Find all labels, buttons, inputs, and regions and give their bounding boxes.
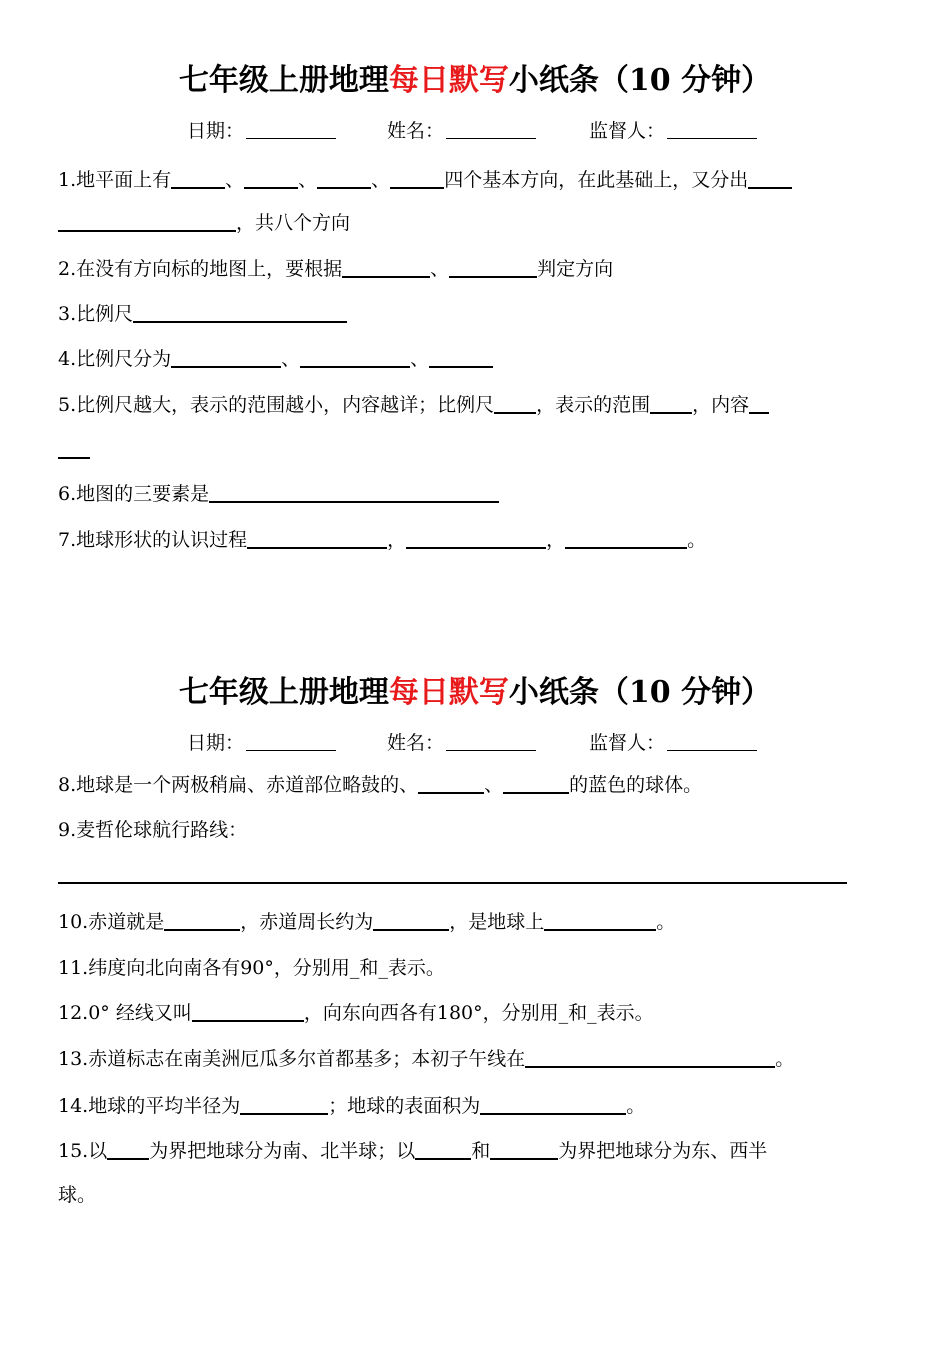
name-blank[interactable]	[446, 118, 536, 139]
supervisor-blank[interactable]	[667, 118, 757, 139]
answer-blank[interactable]	[415, 1138, 471, 1160]
title-highlight: 每日默写	[388, 675, 509, 710]
supervisor-field: 监督人：	[589, 726, 757, 760]
name-field: 姓名：	[387, 726, 536, 760]
question-8: 8.地球是一个两极稍扁、赤道部位略鼓的、 、 的蓝色的球体。	[58, 774, 703, 796]
answer-blank[interactable]	[406, 527, 546, 549]
worksheet-title: 七年级上册地理每日默写小纸条（10 分钟）	[178, 675, 772, 710]
answer-blank[interactable]	[503, 772, 569, 794]
answer-blank[interactable]	[107, 1138, 149, 1160]
question-13: 13.赤道标志在南美洲厄瓜多尔首都基多；本初子午线在 。	[58, 1048, 795, 1070]
answer-blank[interactable]	[171, 167, 225, 189]
question-4: 4.比例尺分为 、 、	[58, 345, 493, 373]
answer-line[interactable]	[58, 882, 847, 884]
question-3: 3.比例尺	[58, 300, 347, 328]
answer-blank[interactable]	[240, 1093, 328, 1115]
question-5-cont	[58, 436, 90, 464]
answer-blank[interactable]	[390, 167, 444, 189]
answer-blank[interactable]	[565, 527, 687, 549]
worksheet-title: 七年级上册地理每日默写小纸条（10 分钟）	[178, 63, 772, 98]
answer-blank[interactable]	[525, 1046, 775, 1068]
question-15: 15.以 为界把地球分为南、北半球；以 和 为界把地球分为东、西半	[58, 1140, 768, 1162]
answer-blank[interactable]	[429, 346, 493, 368]
worksheet-1	[0, 58, 950, 148]
answer-blank[interactable]	[247, 527, 387, 549]
answer-blank[interactable]	[544, 909, 656, 931]
question-9: 9.麦哲伦球航行路线：	[58, 819, 248, 841]
question-5: 5.比例尺越大，表示的范围越小，内容越详；比例尺 ，表示的范围 ，内容	[58, 391, 769, 419]
question-10: 10.赤道就是 ，赤道周长约为 ，是地球上 。	[58, 911, 676, 933]
answer-blank[interactable]	[133, 301, 347, 323]
answer-blank[interactable]	[373, 909, 449, 931]
answer-blank[interactable]	[58, 210, 236, 232]
answer-blank[interactable]	[342, 256, 430, 278]
answer-blank[interactable]	[209, 481, 499, 503]
question-11: 11.纬度向北向南各有90°，分别用_和_表示。	[58, 957, 445, 979]
question-2: 2.在没有方向标的地图上，要根据 、 判定方向	[58, 258, 614, 280]
date-field: 日期：	[187, 114, 336, 148]
answer-blank[interactable]	[650, 392, 692, 414]
answer-blank[interactable]	[418, 772, 484, 794]
question-12: 12.0° 经线又叫 ，向东向西各有180°，分别用_和_表示。	[58, 1002, 654, 1024]
question-1-cont: ，共八个方向	[58, 209, 350, 237]
date-blank[interactable]	[246, 118, 336, 139]
answer-blank[interactable]	[317, 167, 371, 189]
supervisor-field: 监督人：	[589, 114, 757, 148]
answer-blank[interactable]	[192, 1000, 304, 1022]
answer-blank[interactable]	[300, 346, 410, 368]
question-7: 7.地球形状的认识过程 ， ， 。	[58, 529, 707, 551]
question-15-cont: 球。	[58, 1184, 97, 1206]
name-blank[interactable]	[446, 730, 536, 751]
answer-blank[interactable]	[749, 392, 769, 414]
answer-blank[interactable]	[164, 909, 240, 931]
supervisor-blank[interactable]	[667, 730, 757, 751]
title-highlight: 每日默写	[388, 63, 509, 98]
answer-blank[interactable]	[171, 346, 281, 368]
header-fields	[0, 114, 950, 148]
answer-blank[interactable]	[58, 437, 90, 459]
name-field: 姓名：	[387, 114, 536, 148]
answer-blank[interactable]	[449, 256, 537, 278]
answer-blank[interactable]	[494, 392, 536, 414]
question-14: 14.地球的平均半径为 ；地球的表面积为 。	[58, 1095, 646, 1117]
header-fields	[0, 726, 950, 760]
question-6: 6.地图的三要素是	[58, 480, 499, 508]
answer-blank[interactable]	[480, 1093, 626, 1115]
date-field: 日期：	[187, 726, 336, 760]
date-blank[interactable]	[246, 730, 336, 751]
answer-blank[interactable]	[748, 167, 792, 189]
answer-blank[interactable]	[244, 167, 298, 189]
answer-blank[interactable]	[490, 1138, 558, 1160]
worksheet-2	[0, 670, 950, 760]
question-1: 1.地平面上有 、 、 、 四个基本方向，在此基础上，又分出	[58, 166, 792, 194]
